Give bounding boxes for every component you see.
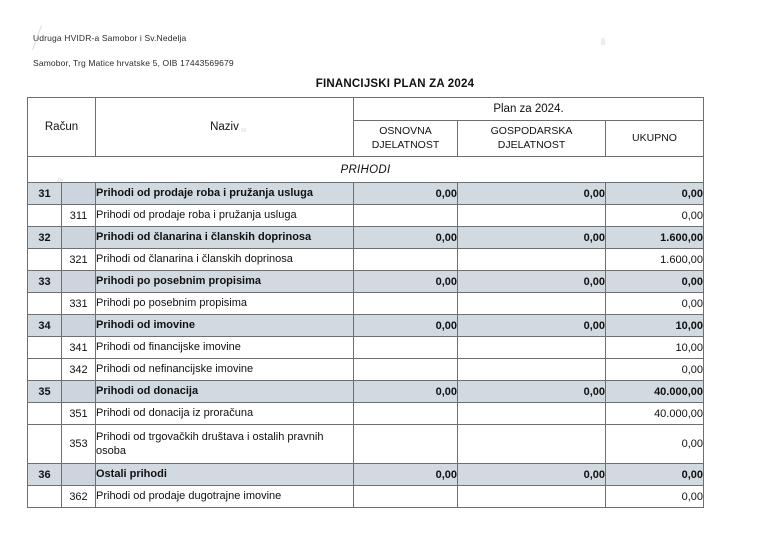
table-row [28,464,704,486]
cell-economic-activity: 0,00 [458,227,606,249]
cell-total: 1.600,00 [606,227,704,249]
table-row [28,271,704,293]
table-body [28,157,704,508]
letterhead [33,33,453,68]
cell-basic-activity [354,249,458,271]
cell-name: Prihodi od financijske imovine [96,337,354,359]
column-header-account: Račun [28,98,96,157]
cell-account-subcode [62,271,96,293]
cell-economic-activity [458,249,606,271]
cell-account-subcode: 362 [62,486,96,508]
cell-basic-activity: 0,00 [354,315,458,337]
cell-account-code: 33 [28,271,62,293]
cell-basic-activity [354,293,458,315]
cell-name: Prihodi od imovine [96,315,354,337]
cell-account-code: 32 [28,227,62,249]
scan-artifact-speck [601,38,605,45]
cell-total: 40.000,00 [606,403,704,425]
cell-economic-activity [458,425,606,464]
cell-basic-activity [354,337,458,359]
cell-basic-activity: 0,00 [354,183,458,205]
column-header-basic-activity [354,121,458,157]
cell-economic-activity: 0,00 [458,271,606,293]
cell-account-code: 31 [28,183,62,205]
table-row [28,337,704,359]
cell-account-subcode [62,183,96,205]
cell-account-code [28,486,62,508]
cell-account-subcode: 341 [62,337,96,359]
column-header-name: Naziv [96,98,354,157]
section-label-prihodi: PRIHODI [28,157,704,183]
column-header-plan-group: Plan za 2024. [354,98,704,121]
cell-name: Prihodi od trgovačkih društava i ostalih pravnih osoba [96,425,354,464]
cell-name: Prihodi od prodaje roba i pružanja usluga [96,183,354,205]
table-row [28,249,704,271]
cell-name: Prihodi od članarina i članskih doprinosa [96,249,354,271]
table-header [28,98,704,157]
cell-total: 0,00 [606,183,704,205]
table-row [28,293,704,315]
cell-account-subcode: 342 [62,359,96,381]
cell-account-code [28,403,62,425]
cell-economic-activity [458,337,606,359]
cell-account-code [28,205,62,227]
column-header-basic-activity-line1: OSNOVNA [379,125,432,138]
cell-basic-activity [354,403,458,425]
table-row [28,381,704,403]
organization-address: Samobor, Trg Matice hrvatske 5, OIB 17443569679 [33,58,234,69]
table-row [28,315,704,337]
cell-economic-activity [458,403,606,425]
cell-total: 0,00 [606,293,704,315]
table-row [28,227,704,249]
cell-total: 0,00 [606,271,704,293]
cell-account-code [28,359,62,381]
table-row [28,486,704,508]
column-header-total: UKUPNO [606,121,704,157]
organization-name: Udruga HVIDR-a Samobor i Sv.Nedelja [33,33,187,43]
column-header-economic-activity-line1: GOSPODARSKA [490,125,573,138]
cell-account-subcode: 321 [62,249,96,271]
financial-plan-table [27,97,704,508]
cell-name: Prihodi od članarina i članskih doprinosa [96,227,354,249]
cell-account-code: 34 [28,315,62,337]
cell-name: Prihodi po posebnim propisima [96,271,354,293]
cell-basic-activity: 0,00 [354,227,458,249]
cell-account-code [28,337,62,359]
cell-account-code: 36 [28,464,62,486]
column-header-basic-activity-line2: DJELATNOST [371,138,440,151]
cell-total: 1.600,00 [606,249,704,271]
page-title-text: FINANCIJSKI PLAN ZA 2024 [315,78,475,90]
table-header-row-1 [28,98,704,121]
cell-name: Ostali prihodi [96,464,354,486]
cell-name: Prihodi od donacija [96,381,354,403]
page-title [0,78,768,90]
column-header-economic-activity-line2: DJELATNOST [497,138,566,151]
cell-total: 0,00 [606,425,704,464]
cell-economic-activity [458,205,606,227]
cell-account-subcode [62,315,96,337]
table-row [28,359,704,381]
cell-total: 10,00 [606,315,704,337]
cell-economic-activity: 0,00 [458,183,606,205]
cell-name: Prihodi od nefinancijske imovine [96,359,354,381]
cell-economic-activity: 0,00 [458,381,606,403]
cell-basic-activity [354,486,458,508]
cell-total: 0,00 [606,359,704,381]
cell-basic-activity: 0,00 [354,271,458,293]
column-header-economic-activity [458,121,606,157]
section-header-row [28,157,704,183]
cell-account-subcode [62,227,96,249]
financial-plan-table-container [27,97,703,508]
cell-name: Prihodi od donacija iz proračuna [96,403,354,425]
cell-account-code: 35 [28,381,62,403]
cell-account-subcode [62,464,96,486]
cell-name: Prihodi od prodaje dugotrajne imovine [96,486,354,508]
table-row [28,403,704,425]
cell-total: 40.000,00 [606,381,704,403]
cell-economic-activity [458,359,606,381]
cell-basic-activity [354,359,458,381]
cell-economic-activity [458,293,606,315]
cell-basic-activity [354,205,458,227]
cell-account-subcode: 311 [62,205,96,227]
table-row [28,183,704,205]
cell-account-subcode: 353 [62,425,96,464]
cell-total: 0,00 [606,464,704,486]
cell-account-subcode: 351 [62,403,96,425]
cell-name: Prihodi od prodaje roba i pružanja usluga [96,205,354,227]
cell-account-subcode: 331 [62,293,96,315]
cell-total: 10,00 [606,337,704,359]
cell-basic-activity: 0,00 [354,381,458,403]
cell-total: 0,00 [606,205,704,227]
table-row [28,205,704,227]
cell-total: 0,00 [606,486,704,508]
cell-economic-activity [458,486,606,508]
table-row [28,425,704,464]
cell-account-code [28,293,62,315]
cell-name: Prihodi po posebnim propisima [96,293,354,315]
cell-economic-activity: 0,00 [458,315,606,337]
cell-account-code [28,249,62,271]
cell-basic-activity: 0,00 [354,464,458,486]
cell-account-code [28,425,62,464]
cell-economic-activity: 0,00 [458,464,606,486]
cell-account-subcode [62,381,96,403]
cell-basic-activity [354,425,458,464]
